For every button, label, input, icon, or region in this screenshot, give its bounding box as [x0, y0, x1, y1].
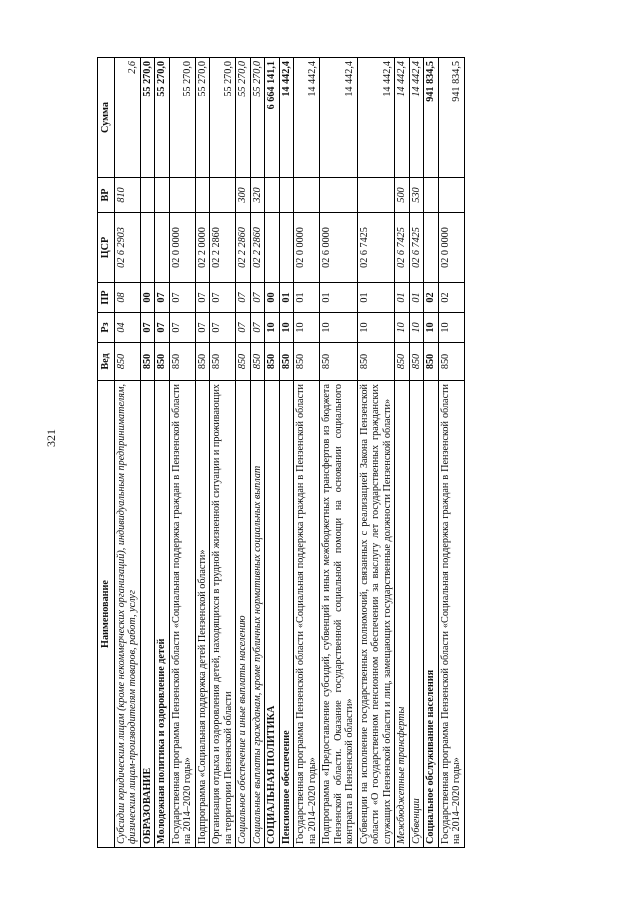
row-vr — [438, 178, 464, 213]
table-row — [236, 58, 251, 848]
row-rz: 10 — [279, 313, 294, 343]
table-row — [140, 58, 155, 848]
row-name: СОЦИАЛЬНАЯ ПОЛИТИКА — [265, 381, 280, 848]
row-csr — [424, 213, 439, 283]
row-rz: 07 — [236, 313, 251, 343]
row-pr: 07 — [195, 283, 210, 313]
row-name: Социальные выплаты гражданам, кроме публичных нормативных социальных выплат — [250, 381, 265, 848]
table-row — [438, 58, 464, 848]
table-row — [409, 58, 424, 848]
row-ved: 850 — [395, 343, 410, 381]
row-ved: 850 — [320, 343, 358, 381]
row-sum: 941 834,5 — [438, 58, 464, 178]
table-header-row — [98, 58, 115, 848]
row-csr: 02 0 0000 — [169, 213, 195, 283]
row-vr — [140, 178, 155, 213]
header-pr: ПР — [98, 283, 115, 313]
row-vr: 320 — [250, 178, 265, 213]
row-sum: 14 442,4 — [395, 58, 410, 178]
row-ved: 850 — [357, 343, 395, 381]
row-vr: 810 — [114, 178, 140, 213]
row-rz: 10 — [424, 313, 439, 343]
table-row — [265, 58, 280, 848]
row-rz: 10 — [265, 313, 280, 343]
row-ved: 850 — [438, 343, 464, 381]
table-row — [424, 58, 439, 848]
row-vr — [169, 178, 195, 213]
row-csr — [155, 213, 170, 283]
header-vr: ВР — [98, 178, 115, 213]
table-row — [279, 58, 294, 848]
row-rz: 07 — [155, 313, 170, 343]
row-sum: 55 270,0 — [195, 58, 210, 178]
row-name: Социальное обслуживание населения — [424, 381, 439, 848]
table-row — [395, 58, 410, 848]
header-sum: Сумма — [98, 58, 115, 178]
row-sum: 14 442,4 — [409, 58, 424, 178]
row-csr: 02 6 2903 — [114, 213, 140, 283]
row-name: Организация отдыха и оздоровления детей, находящихся в трудной жизненной ситуации и проживающих на территории Пензенской области — [210, 381, 236, 848]
row-name: ОБРАЗОВАНИЕ — [140, 381, 155, 848]
row-pr: 07 — [155, 283, 170, 313]
row-vr — [279, 178, 294, 213]
row-csr: 02 6 7425 — [357, 213, 395, 283]
row-name: Молодежная политика и оздоровление детей — [155, 381, 170, 848]
row-vr — [357, 178, 395, 213]
row-name: Подпрограмма «Социальная поддержка детей Пензенской области» — [195, 381, 210, 848]
row-sum: 55 270,0 — [250, 58, 265, 178]
row-pr: 00 — [140, 283, 155, 313]
table-row — [114, 58, 140, 848]
row-ved: 850 — [250, 343, 265, 381]
row-pr: 01 — [395, 283, 410, 313]
row-pr: 01 — [357, 283, 395, 313]
row-ved: 850 — [195, 343, 210, 381]
table-row — [294, 58, 320, 848]
rotated-page-content — [97, 58, 567, 848]
row-vr — [155, 178, 170, 213]
row-rz: 07 — [250, 313, 265, 343]
row-csr: 02 0 0000 — [438, 213, 464, 283]
row-vr: 300 — [236, 178, 251, 213]
row-name: Пенсионное обеспечение — [279, 381, 294, 848]
row-vr — [195, 178, 210, 213]
row-rz: 07 — [169, 313, 195, 343]
row-vr — [265, 178, 280, 213]
row-ved: 850 — [265, 343, 280, 381]
row-sum: 14 442,4 — [294, 58, 320, 178]
row-sum: 2,6 — [114, 58, 140, 178]
row-vr — [294, 178, 320, 213]
row-rz: 07 — [210, 313, 236, 343]
row-name: Государственная программа Пензенской области «Социальная поддержка граждан в Пензенской области на 2014–2020 годы» — [294, 381, 320, 848]
row-vr — [320, 178, 358, 213]
row-sum: 14 442,4 — [320, 58, 358, 178]
table-row — [320, 58, 358, 848]
row-rz: 10 — [395, 313, 410, 343]
header-csr: ЦСР — [98, 213, 115, 283]
row-ved: 850 — [236, 343, 251, 381]
row-vr: 500 — [395, 178, 410, 213]
row-rz: 10 — [409, 313, 424, 343]
row-pr: 02 — [438, 283, 464, 313]
row-ved: 850 — [169, 343, 195, 381]
row-csr: 02 6 0000 — [320, 213, 358, 283]
page-number: 321 — [44, 429, 58, 447]
row-csr: 02 6 7425 — [395, 213, 410, 283]
budget-table — [97, 57, 465, 848]
row-csr — [140, 213, 155, 283]
row-pr: 01 — [320, 283, 358, 313]
row-sum: 55 270,0 — [210, 58, 236, 178]
row-vr — [210, 178, 236, 213]
row-csr: 02 2 2860 — [210, 213, 236, 283]
row-vr: 530 — [409, 178, 424, 213]
header-name: Наименование — [98, 381, 115, 848]
row-name: Государственная программа Пензенской области «Социальная поддержка граждан в Пензенской области на 2014–2020 годы» — [169, 381, 195, 848]
row-ved: 850 — [409, 343, 424, 381]
row-csr — [279, 213, 294, 283]
row-pr: 00 — [265, 283, 280, 313]
row-sum: 14 442,4 — [279, 58, 294, 178]
row-name: Государственная программа Пензенской области «Социальная поддержка граждан в Пензенской области на 2014–2020 годы» — [438, 381, 464, 848]
row-sum: 941 834,5 — [424, 58, 439, 178]
row-pr: 01 — [409, 283, 424, 313]
row-csr — [265, 213, 280, 283]
row-vr — [424, 178, 439, 213]
table-row — [357, 58, 395, 848]
row-rz: 07 — [140, 313, 155, 343]
row-rz: 10 — [294, 313, 320, 343]
row-ved: 850 — [424, 343, 439, 381]
row-ved: 850 — [279, 343, 294, 381]
row-pr: 01 — [294, 283, 320, 313]
row-rz: 04 — [114, 313, 140, 343]
row-name: Субсидии юридическим лицам (кроме некоммерческих организаций), индивидуальным предпринимателям, физическим лицам-производителям товаров, работ, услуг — [114, 381, 140, 848]
row-ved: 850 — [140, 343, 155, 381]
row-sum: 6 664 141,1 — [265, 58, 280, 178]
row-name: Субвенции — [409, 381, 424, 848]
row-sum: 14 442,4 — [357, 58, 395, 178]
row-name: Межбюджетные трансферты — [395, 381, 410, 848]
table-row — [169, 58, 195, 848]
row-sum: 55 270,0 — [236, 58, 251, 178]
header-rz: Рз — [98, 313, 115, 343]
row-csr: 02 6 7425 — [409, 213, 424, 283]
row-csr: 02 2 2860 — [236, 213, 251, 283]
table-row — [195, 58, 210, 848]
table-row — [210, 58, 236, 848]
row-csr: 02 0 0000 — [294, 213, 320, 283]
row-sum: 55 270,0 — [169, 58, 195, 178]
row-csr: 02 2 0000 — [195, 213, 210, 283]
row-pr: 08 — [114, 283, 140, 313]
row-ved: 850 — [210, 343, 236, 381]
row-ved: 850 — [155, 343, 170, 381]
table-row — [155, 58, 170, 848]
row-name: Подпрограмма «Предоставление субсидий, субвенций и иных межбюджетных трансфертов из бюджета Пензенской области. Оказание государственной социальной помощи на основании социального контракта в Пензенской области» — [320, 381, 358, 848]
row-rz: 10 — [357, 313, 395, 343]
table-row — [250, 58, 265, 848]
row-name: Субвенции на исполнение государственных полномочий, связанных с реализацией Закона Пензенской области «О государственном пенсионном обеспечении за выслугу лет государственных гражданских служащих Пензенской области и лиц, замещающих государственные должности Пензенской области» — [357, 381, 395, 848]
row-rz: 10 — [438, 313, 464, 343]
row-pr: 02 — [424, 283, 439, 313]
row-ved: 850 — [294, 343, 320, 381]
row-pr: 07 — [236, 283, 251, 313]
row-rz: 07 — [195, 313, 210, 343]
row-pr: 07 — [210, 283, 236, 313]
header-ved: Вед — [98, 343, 115, 381]
row-csr: 02 2 2860 — [250, 213, 265, 283]
row-rz: 10 — [320, 313, 358, 343]
row-ved: 850 — [114, 343, 140, 381]
row-pr: 07 — [250, 283, 265, 313]
row-name: Социальное обеспечение и иные выплаты населению — [236, 381, 251, 848]
row-sum: 55 270,0 — [155, 58, 170, 178]
row-pr: 01 — [279, 283, 294, 313]
row-pr: 07 — [169, 283, 195, 313]
row-sum: 55 270,0 — [140, 58, 155, 178]
